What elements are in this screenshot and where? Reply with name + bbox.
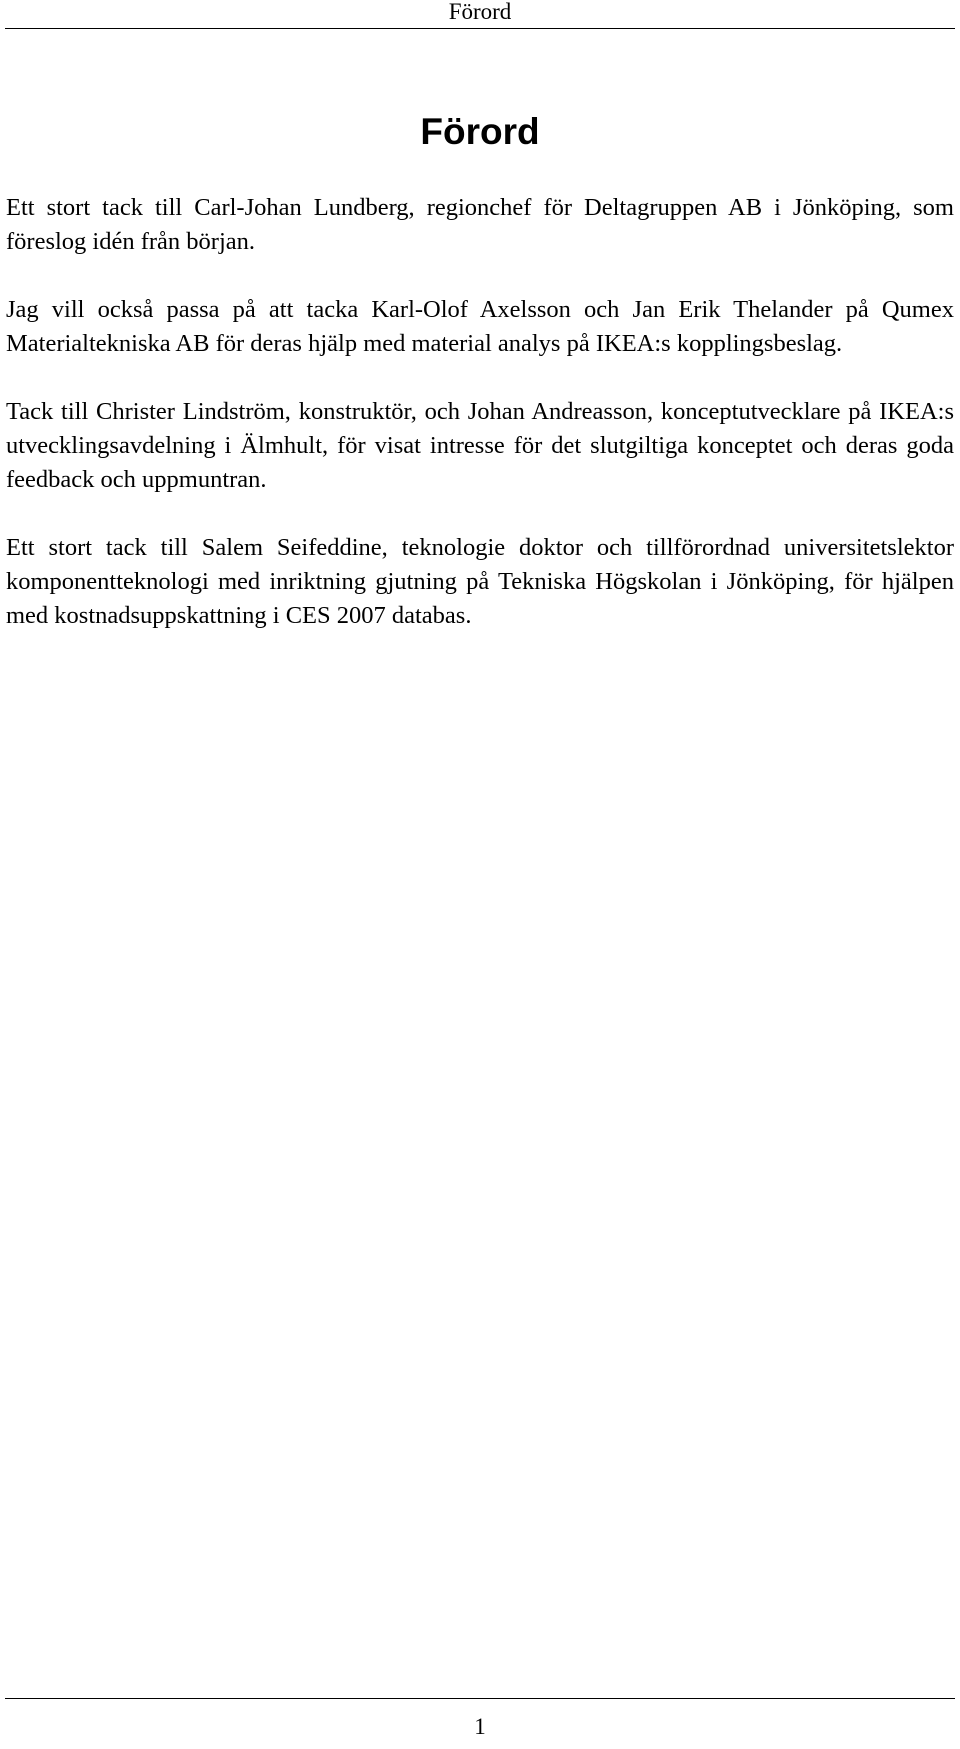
running-footer (5, 1698, 955, 1738)
paragraph: Jag vill också passa på att tacka Karl-Olof Axelsson och Jan Erik Thelander på Qumex Materialtekniska AB för deras hjälp med material analys på IKEA:s kopplingsbeslag. (6, 296, 954, 357)
paragraph: Tack till Christer Lindström, konstruktör, och Johan Andreasson, konceptutvecklare på IKEA:s utvecklingsavdelning i Älmhult, för visat intresse för det slutgiltiga konceptet och deras goda feedback och uppmuntran. (6, 398, 954, 493)
document-body (6, 191, 954, 667)
page-title: Förord (420, 111, 540, 152)
running-header (5, 0, 955, 29)
paragraph: Ett stort tack till Carl-Johan Lundberg, regionchef för Deltagruppen AB i Jönköping, som föreslog idén från början. (6, 194, 954, 255)
page-number: 1 (474, 1714, 486, 1739)
paragraph: Ett stort tack till Salem Seifeddine, teknologie doktor och tillförordnad universitetslektor komponentteknologi med inriktning gjutning på Tekniska Högskolan i Jönköping, för hjälpen med kostnadsuppskattning i CES 2007 databas. (6, 534, 954, 629)
running-header-title: Förord (448, 0, 512, 24)
